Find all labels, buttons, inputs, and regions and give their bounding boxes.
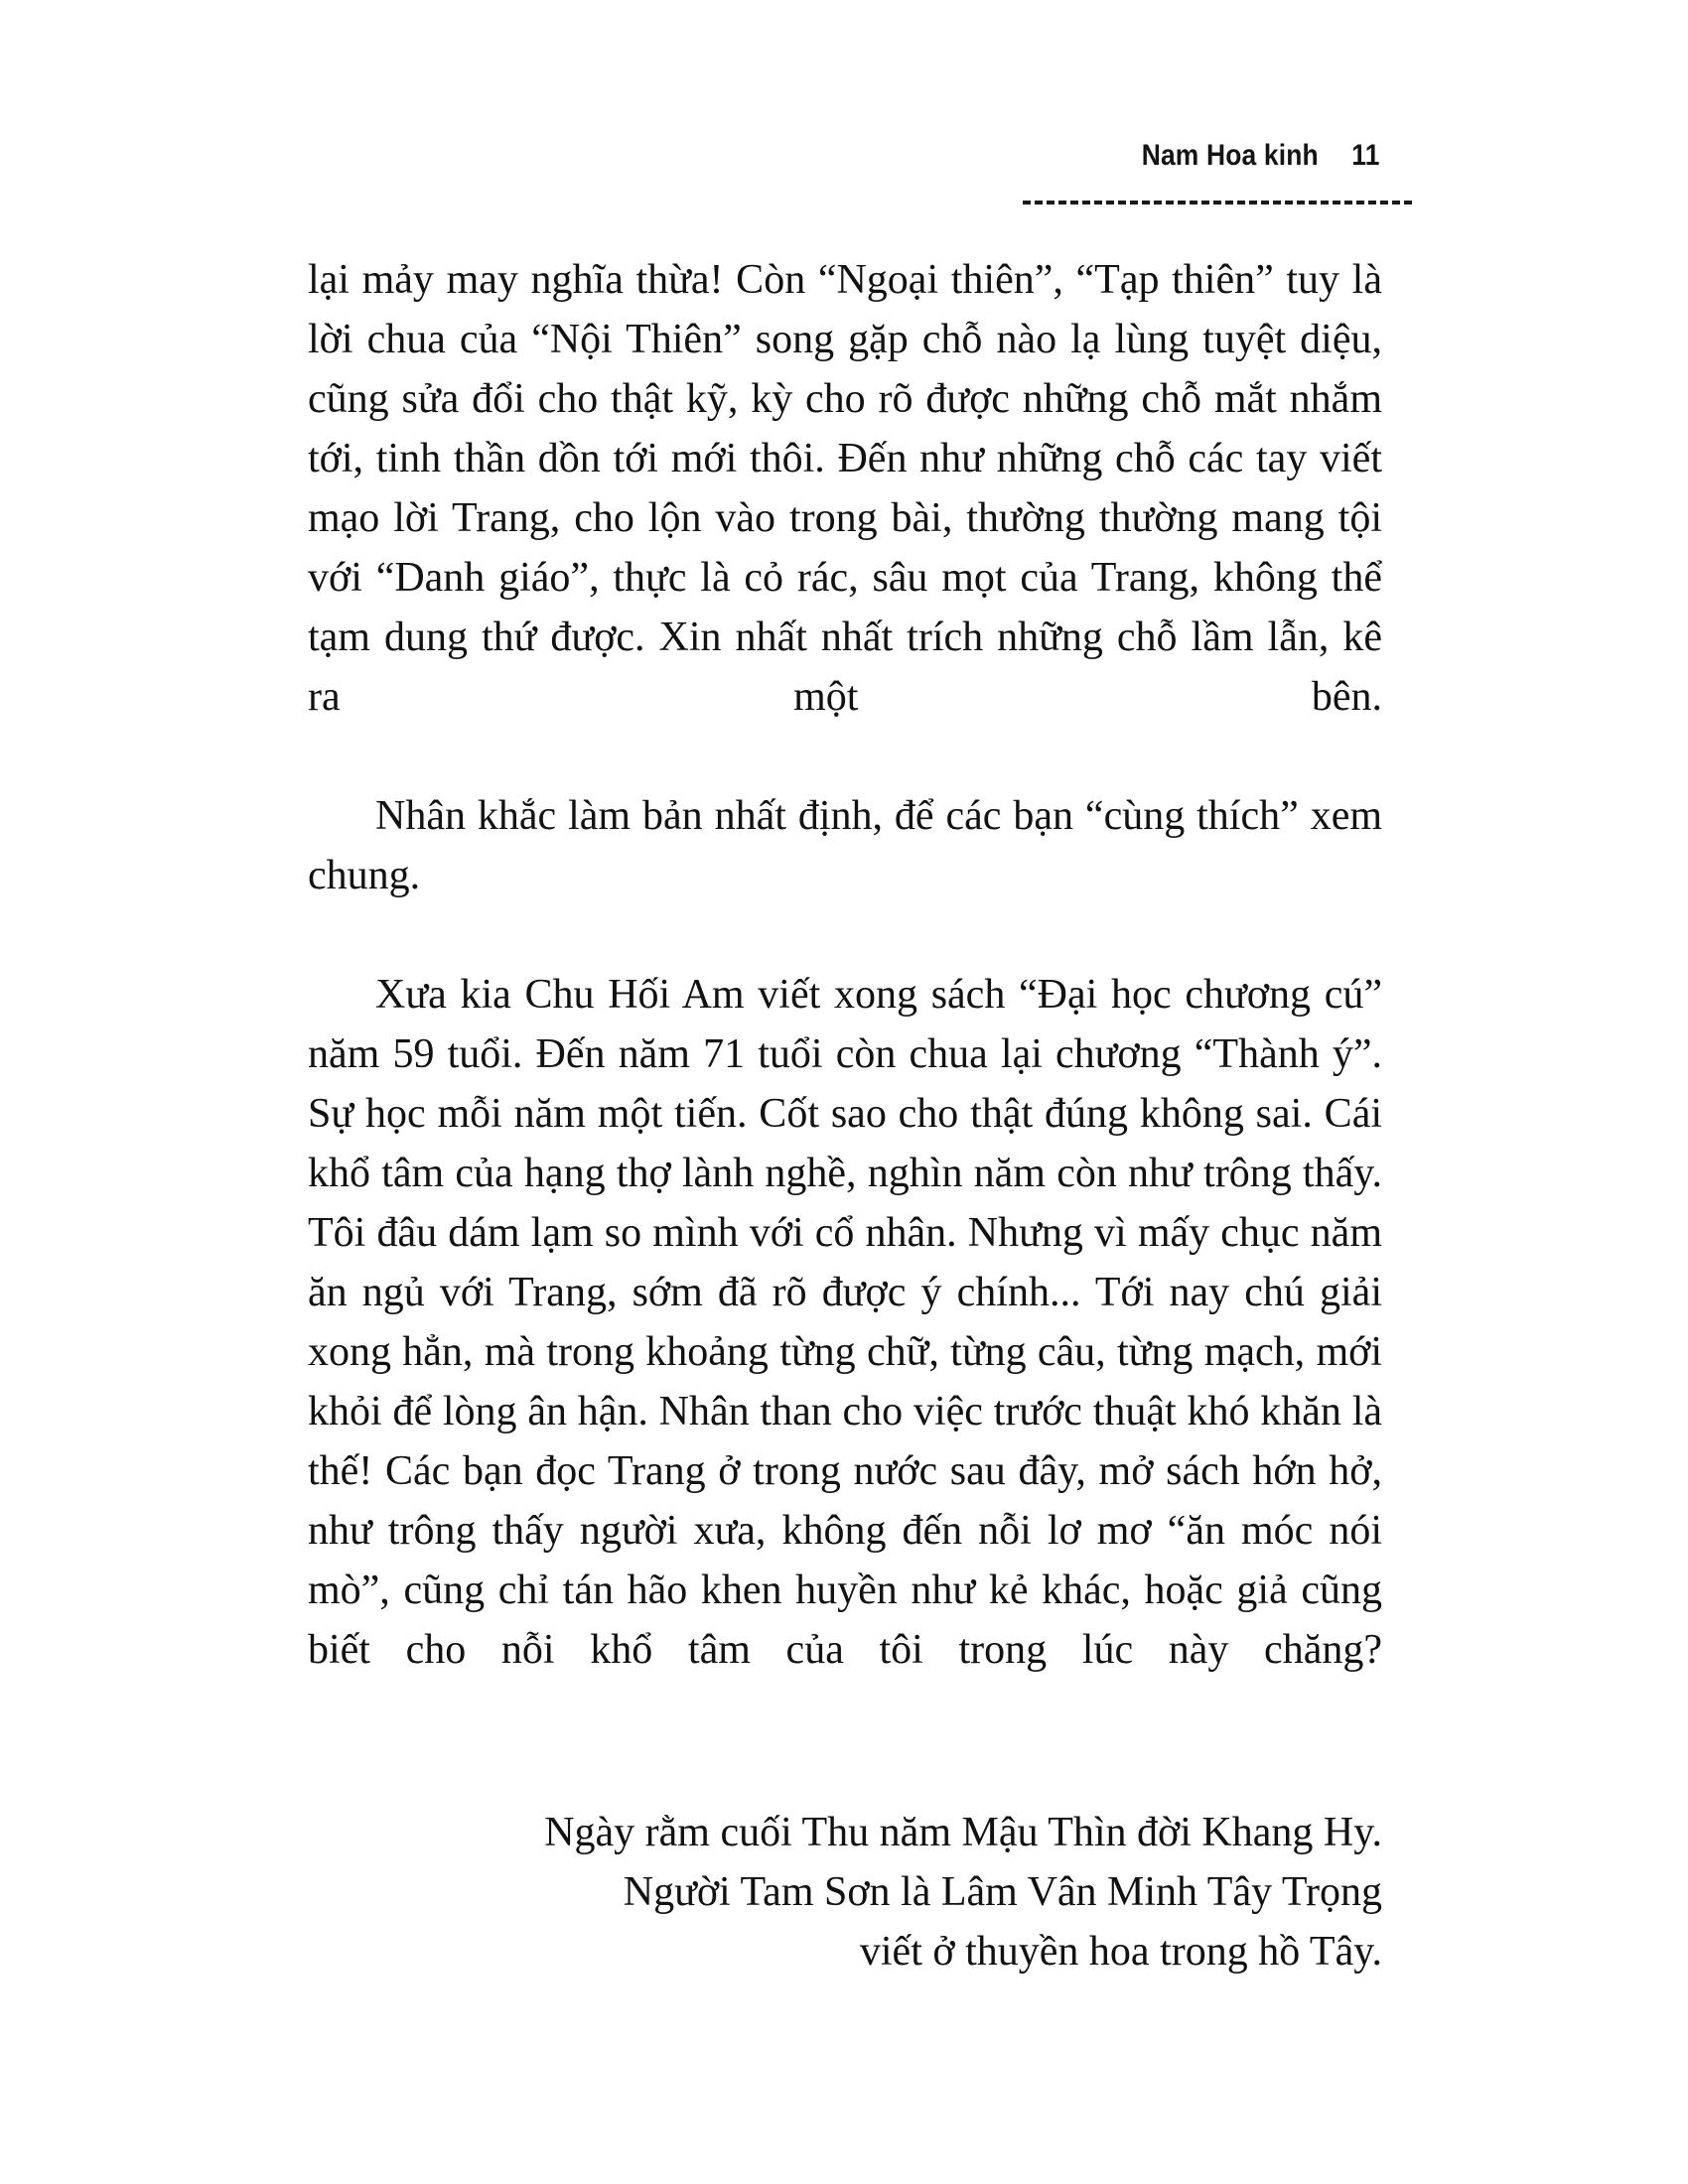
paragraph: Xưa kia Chu Hối Am viết xong sách “Đại học chương cú” năm 59 tuổi. Đến năm 71 tuổi còn chua lại chương “Thành ý”. Sự học mỗi năm một tiến. Cốt sao cho thật đúng không sai. Cái khổ tâm của hạng thợ lành nghề, nghìn năm còn như trông thấy. Tôi đâu dám lạm so mình với cổ nhân. Nhưng vì mấy chục năm ăn ngủ với Trang, sớm đã rõ được ý chính... Tới nay chú giải xong hẳn, mà trong khoảng từng chữ, từng câu, từng mạch, mới khỏi để lòng ân hận. Nhân than cho việc trước thuật khó khăn là thế! Các bạn đọc Trang ở trong nước sau đây, mở sách hớn hở, như trông thấy người xưa, không đến nỗi lơ mơ “ăn móc nói mò”, cũng chỉ tán hão khen huyền như kẻ khác, hoặc giả cũng biết cho nỗi khổ tâm của tôi trong lúc này chăng? — [308, 972, 1382, 1673]
colophon-block — [308, 1803, 1382, 1981]
colophon-line-author: Người Tam Sơn là Lâm Vân Minh Tây Trọng — [623, 1869, 1382, 1915]
running-header — [308, 139, 1380, 173]
page-number: 11 — [1351, 139, 1380, 172]
paragraph: lại mảy may nghĩa thừa! Còn “Ngoại thiên”, “Tạp thiên” tuy là lời chua của “Nội Thiên” song gặp chỗ nào lạ lùng tuyệt diệu, cũng sửa đổi cho thật kỹ, kỳ cho rõ được những chỗ mắt nhắm tới, tinh thần dồn tới mới thôi. Đến như những chỗ các tay viết mạo lời Trang, cho lộn vào trong bài, thường thường mang tội với “Danh giáo”, thực là cỏ rác, sâu mọt của Trang, không thể tạm dung thứ được. Xin nhất nhất trích những chỗ lầm lẫn, kê ra một bên. — [308, 257, 1382, 720]
paragraph: Nhân khắc làm bản nhất định, để các bạn “cùng thích” xem chung. — [308, 793, 1382, 898]
colophon-line-place: viết ở thuyền hoa trong hồ Tây. — [859, 1929, 1382, 1975]
running-header-line — [1142, 139, 1380, 173]
book-title: Nam Hoa kinh — [1142, 139, 1320, 172]
header-dashed-rule — [1023, 201, 1412, 205]
body-text-column — [308, 250, 1382, 1739]
colophon-line-date: Ngày rằm cuối Thu năm Mậu Thìn đời Khang Hy. — [544, 1810, 1382, 1855]
